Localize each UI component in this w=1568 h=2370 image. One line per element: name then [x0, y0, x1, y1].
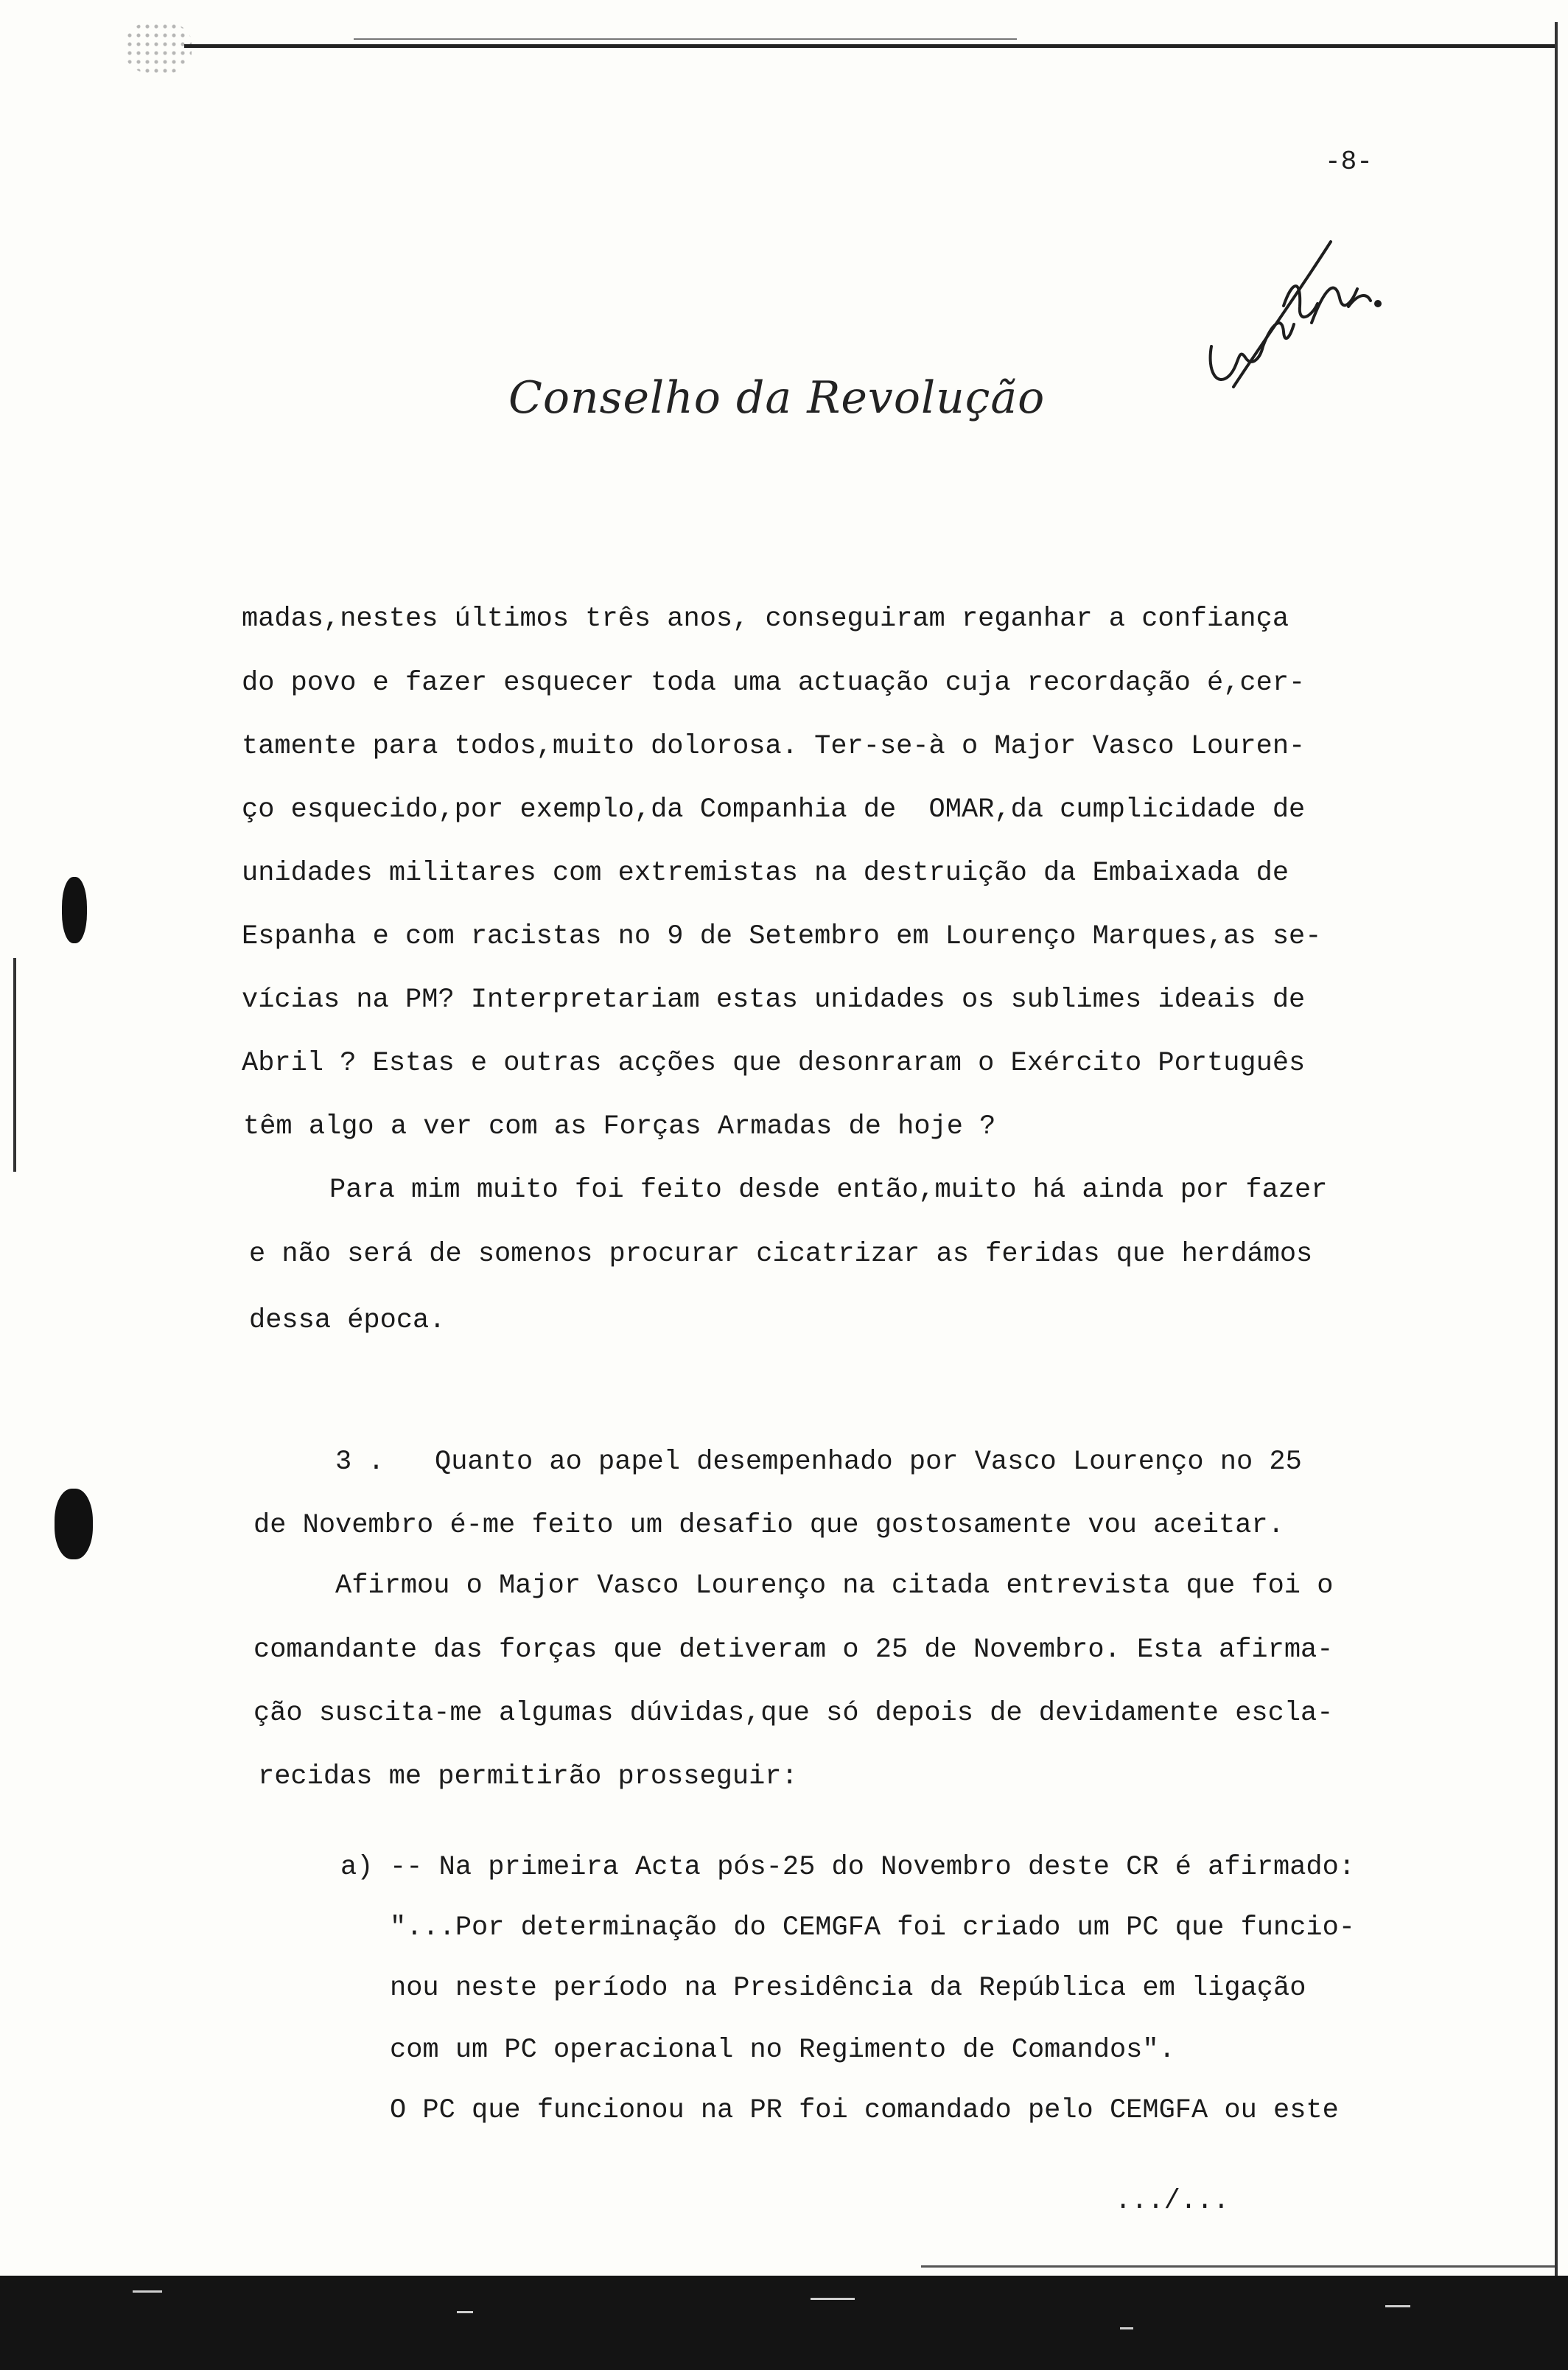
body-text-line: Espanha e com racistas no 9 de Setembro em Lourenço Marques,as se- — [242, 921, 1322, 952]
body-text-line: e não será de somenos procurar cicatrizar as feridas que herdámos — [249, 1239, 1313, 1270]
body-text-line: Quanto ao papel desempenhado por Vasco Lourenço no 25 — [435, 1447, 1302, 1478]
signature-stroke — [1263, 323, 1294, 346]
body-text-line: de Novembro é-me feito um desafio que gostosamente vou aceitar. — [253, 1510, 1284, 1541]
list-item-line: nou neste período na Presidência da República em ligação — [390, 1973, 1306, 2004]
body-text-line: Afirmou o Major Vasco Lourenço na citada entrevista que foi o — [335, 1570, 1334, 1601]
scan-bottom-edge — [921, 2265, 1555, 2268]
body-text-line: dessa época. — [249, 1305, 446, 1336]
scan-right-border-line — [1555, 22, 1558, 2277]
scan-speckle — [125, 22, 192, 74]
punch-hole-mark — [62, 877, 87, 943]
list-item-line: "...Por determinação do CEMGFA foi criado um PC que funcio- — [390, 1912, 1356, 1943]
body-text-line: do povo e fazer esquecer toda uma actuação cuja recordação é,cer- — [242, 668, 1306, 699]
scan-speck — [1120, 2327, 1133, 2329]
page-number: -8- — [1325, 147, 1373, 177]
body-text-line: Abril ? Estas e outras acções que desonraram o Exército Português — [242, 1048, 1306, 1079]
scan-top-faint-line — [354, 38, 1017, 40]
body-text-line: unidades militares com extremistas na destruição da Embaixada de — [242, 858, 1289, 889]
body-text-line: têm algo a ver com as Forças Armadas de hoje ? — [243, 1111, 996, 1142]
scan-speck — [133, 2290, 162, 2293]
section-number: 3 . — [335, 1447, 385, 1478]
scan-speck — [1385, 2305, 1410, 2307]
signature-stroke — [1284, 286, 1317, 317]
list-item-line: com um PC operacional no Regimento de Comandos". — [390, 2035, 1175, 2066]
punch-hole-mark — [55, 1489, 93, 1559]
list-item-line: O PC que funcionou na PR foi comandado pelo CEMGFA ou este — [390, 2095, 1339, 2126]
body-text-line: ço esquecido,por exemplo,da Companhia de OMAR,da cumplicidade de — [242, 794, 1306, 825]
body-text-line: vícias na PM? Interpretariam estas unidades os sublimes ideais de — [242, 985, 1306, 1016]
list-item-marker: a) — [340, 1852, 374, 1883]
scan-speck — [811, 2298, 855, 2300]
body-text-line: Para mim muito foi feito desde então,muito há ainda por fazer — [329, 1175, 1328, 1206]
scan-left-edge-line — [13, 958, 16, 1172]
body-text-line: ção suscita-me algumas dúvidas,que só depois de devidamente escla- — [253, 1698, 1334, 1729]
body-text-line: recidas me permitirão prosseguir: — [258, 1761, 798, 1792]
scan-top-border-line — [184, 44, 1556, 48]
body-text-line: comandante das forças que detiveram o 25 de Novembro. Esta afirma- — [253, 1635, 1334, 1665]
signature-dot — [1376, 301, 1380, 306]
scan-bottom-strip — [0, 2276, 1568, 2370]
list-item-line: -- Na primeira Acta pós-25 do Novembro deste CR é afirmado: — [390, 1852, 1356, 1883]
signature-initials — [1201, 236, 1385, 398]
continuation-mark: .../... — [1115, 2186, 1230, 2217]
body-text-line: madas,nestes últimos três anos, conseguiram reganhar a confiança — [242, 604, 1289, 635]
letterhead-title: Conselho da Revolução — [508, 372, 1046, 424]
scan-speck — [457, 2311, 473, 2313]
body-text-line: tamente para todos,muito dolorosa. Ter-se-à o Major Vasco Louren- — [242, 731, 1306, 762]
signature-stroke — [1211, 346, 1263, 380]
